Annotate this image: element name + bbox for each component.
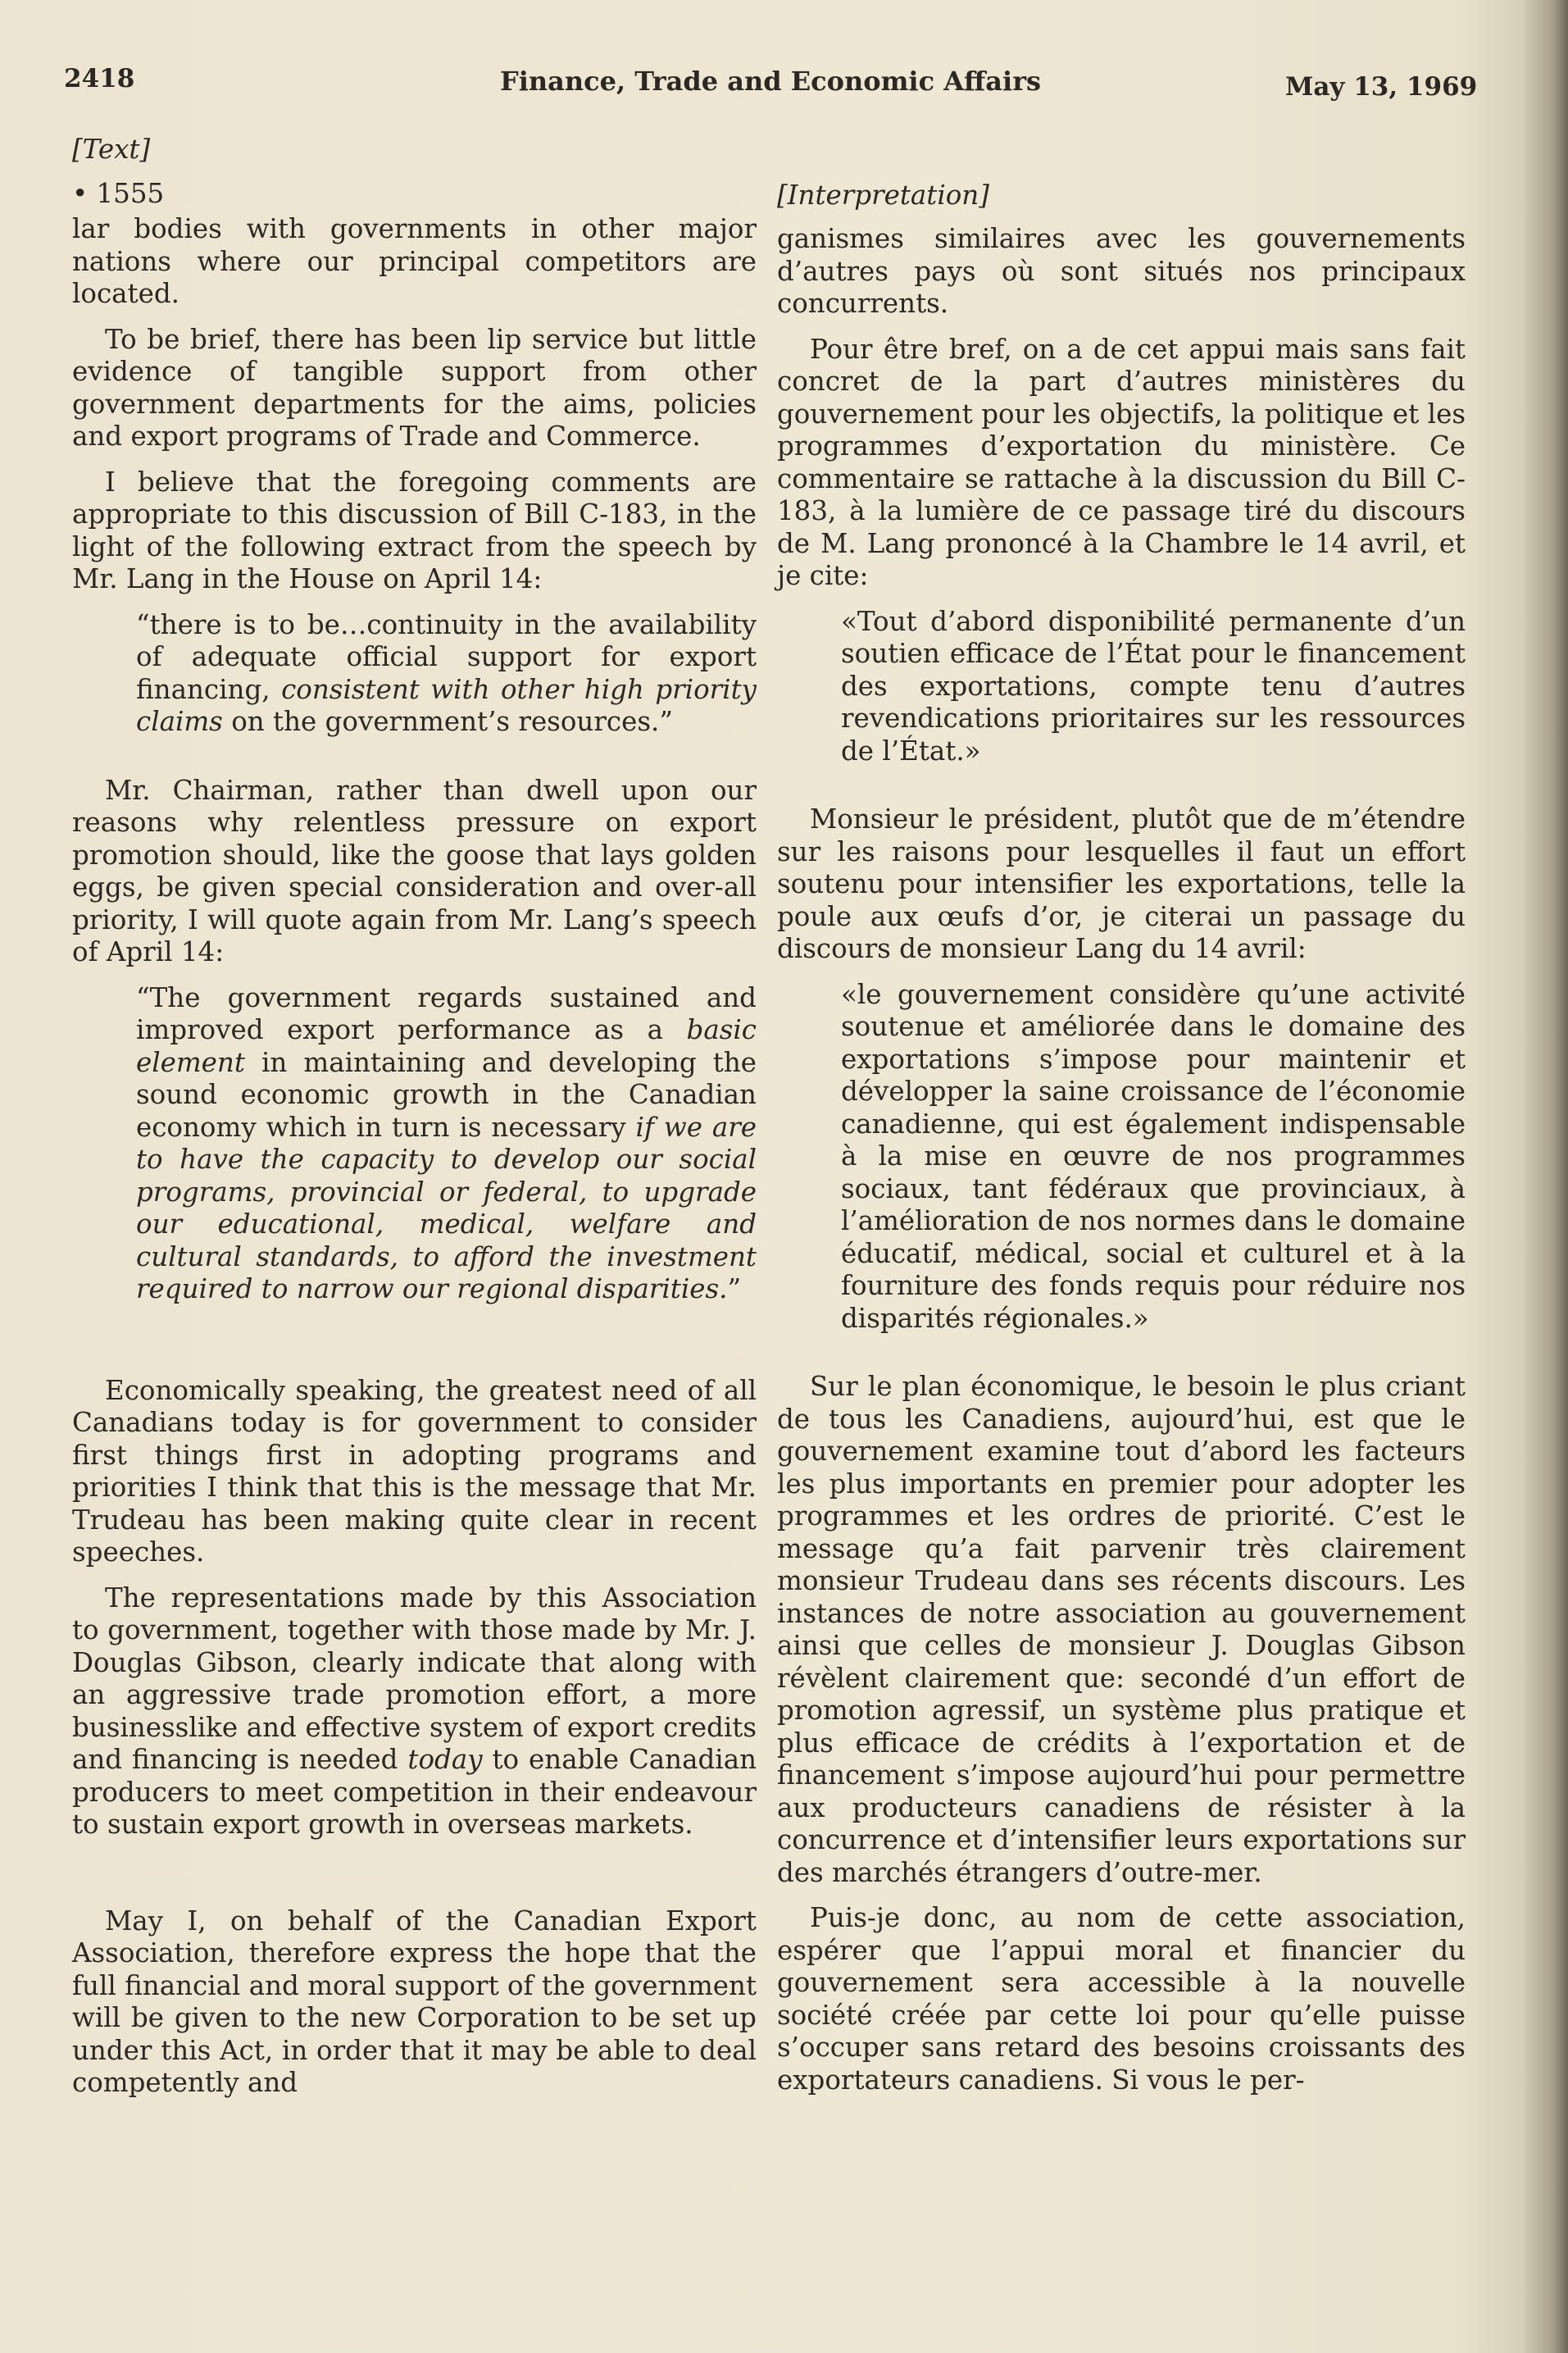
block-quote: “The government regards sustained and improved export performance as a basic element in maintaining and developing the sound economic growth in the Canadian economy which in turn is necessary if we are to have the capacity to develop our social programs, provincial or federal, to upgrade our educational, medical, welfare and cultural standards, to afford the investment required to narrow our regional disparities.”	[136, 981, 757, 1304]
paragraph: May I, on behalf of the Canadian Export Association, therefore express the hope that the full financial and moral support of the government will be given to the new Corporation to be set up under this Act, in order that it may be able to deal competently and	[72, 1905, 757, 2098]
paragraph: Economically speaking, the greatest need of all Canadians today is for government to consider first things first in adopting programs and priorities I think that this is the message that Mr. Trudeau has been making quite clear in recent speeches.	[72, 1374, 757, 1568]
text-label: [Text]	[72, 134, 151, 165]
page-number: 2418	[64, 64, 135, 93]
english-column	[72, 133, 757, 2113]
interpretation-label: [Interpretation]	[777, 180, 989, 211]
paragraph: Mr. Chairman, rather than dwell upon our reasons why relentless pressure on export promotion should, like the goose that lays golden eggs, be given special consideration and over-all priority, I will quote again from Mr. Lang’s speech of April 14:	[72, 774, 757, 967]
paragraph: ganismes similaires avec les gouvernements d’autres pays où sont situés nos principaux concurrents.	[777, 223, 1466, 319]
paragraph: lar bodies with governments in other major nations where our principal competitors are located.	[72, 213, 757, 309]
french-column	[777, 179, 1466, 2110]
running-date: May 13, 1969	[1285, 72, 1478, 102]
spacer	[72, 1855, 757, 1905]
block-quote: «le gouvernement considère qu’une activité soutenue et améliorée dans le domaine des exportations s’impose pour maintenir et développer la saine croissance de l’économie canadienne, qui est également indispensable à la mise en œuvre de nos programmes sociaux, tant fédéraux que provinciaux, à l’amélioration de nos normes dans le domaine éducatif, médical, social et culturel et à la fourniture des fonds requis pour réduire nos disparités régionales.»	[841, 978, 1466, 1334]
running-header	[0, 64, 1568, 113]
block-quote: «Tout d’abord disponibilité permanente d’un soutien efficace de l’État pour le financement des exportations, compte tenu d’autres revendications prioritaires sur les ressources de l’État.»	[841, 605, 1466, 767]
paragraph: Pour être bref, on a de cet appui mais sans fait concret de la part d’autres ministères du gouvernement pour les objectifs, la politique et les programmes d’exportation du ministère. Ce commentaire se rattache à la discussion du Bill C-183, à la lumière de ce passage tiré du discours de M. Lang prononcé à la Chambre le 14 avril, et je cite:	[777, 333, 1466, 591]
paragraph: To be brief, there has been lip service but little evidence of tangible support from other government departments for the aims, policies and export programs of Trade and Commerce.	[72, 323, 757, 452]
paragraph: Puis-je donc, au nom de cette association, espérer que l’appui moral et financier du gouvernement sera accessible à la nouvelle société créée par cette loi pour qu’elle puisse s’occuper sans retard des besoins croissants des exportateurs canadiens. Si vous le per-	[777, 1902, 1466, 2096]
spacer	[72, 1342, 757, 1375]
time-marker: • 1555	[72, 178, 165, 209]
block-quote: “there is to be…continuity in the availability of adequate official support for export financing, consistent with other high priority claims on the government’s resources.”	[136, 608, 757, 737]
paragraph: Monsieur le président, plutôt que de m’étendre sur les raisons pour lesquelles il faut un effort soutenu pour intensifier les exportations, telle la poule aux œufs d’or, je citerai un passage du discours de monsieur Lang du 14 avril:	[777, 803, 1466, 964]
paragraph: Sur le plan économique, le besoin le plus criant de tous les Canadiens, aujourd’hui, est que le gouvernement examine tout d’abord les facteurs les plus importants en premier pour adopter les programmes et les ordres de priorité. C’est le message qu’a fait parvenir très clairement monsieur Trudeau dans ses récents discours. Les instances de notre association au gouvernement ainsi que celles de monsieur J. Douglas Gibson révèlent clairement que: secondé d’un effort de promotion agressif, un système plus pratique et plus efficace de crédits à l’exportation et de financement s’impose aujourd’hui pour permettre aux producteurs canadiens de résister à la concurrence et d’intensifier leurs exportations sur des marchés étrangers d’outre-mer.	[777, 1371, 1466, 1888]
running-title: Finance, Trade and Economic Affairs	[500, 66, 1042, 97]
paragraph: The representations made by this Association to government, together with those made by Mr. J. Douglas Gibson, clearly indicate that along with an aggressive trade promotion effort, a more businesslike and effective system of export credits and financing is needed today to enable Canadian producers to meet competition in their endeavour to sustain export growth in overseas markets.	[72, 1582, 757, 1840]
paragraph: I believe that the foregoing comments are appropriate to this discussion of Bill C-183, in the light of the following extract from the speech by Mr. Lang in the House on April 14:	[72, 466, 757, 594]
